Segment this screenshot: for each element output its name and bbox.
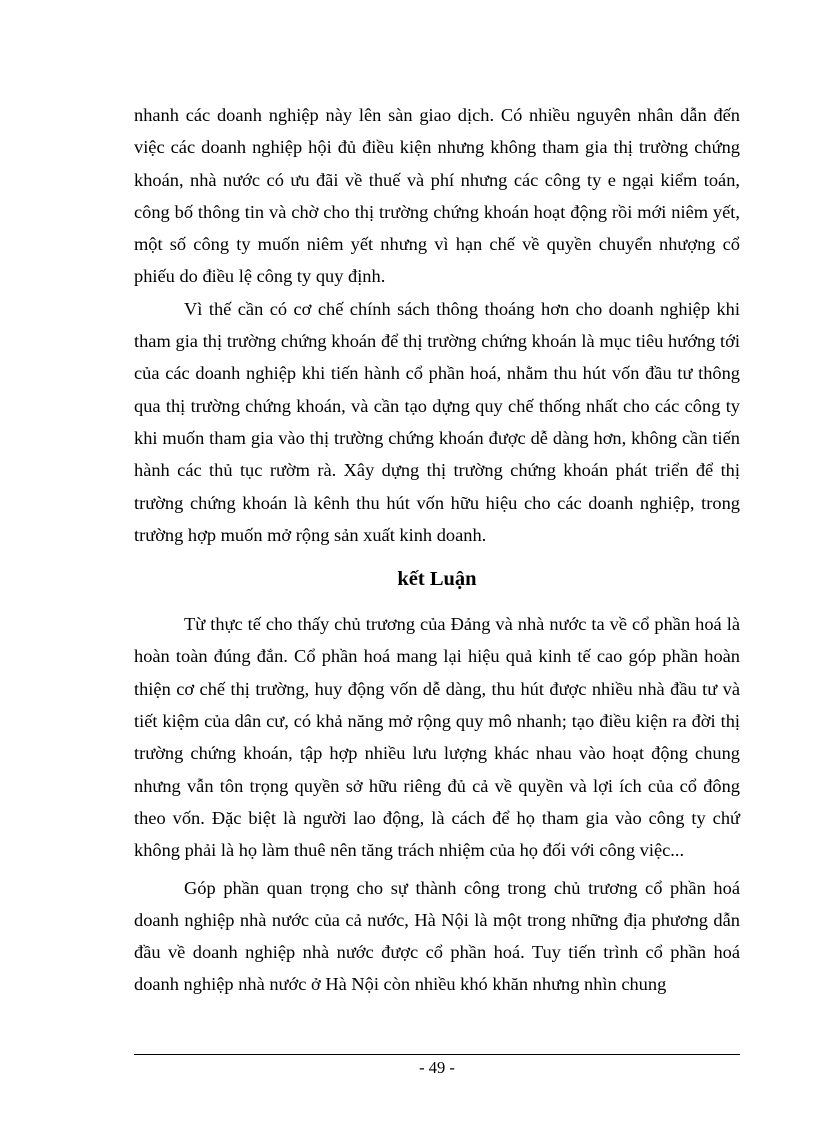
paragraph-conclusion-2: Góp phần quan trọng cho sự thành công trong chủ trương cổ phần hoá doanh nghiệp nhà nước của cả nước, Hà Nội là một trong những địa phương dẫn đầu về doanh nghiệp nhà nước được cổ phần hoá. Tuy tiến trình cổ phần hoá doanh nghiệp nhà nước ở Hà Nội còn nhiều khó khăn nhưng nhìn chung xyxy=(134,877,740,995)
footer-divider xyxy=(134,1054,740,1055)
section-heading-conclusion: kết Luận xyxy=(397,568,477,591)
paragraph-continuation: nhanh các doanh nghiệp này lên sàn giao dịch. Có nhiều nguyên nhân dẫn đến việc các doanh nghiệp hội đủ điều kiện nhưng không tham gia thị trường chứng khoán, nhà nước có ưu đãi về thuế và phí nhưng các công ty e ngại kiểm toán, công bố thông tin và chờ cho thị trường chứng khoán hoạt động rồi mới niêm yết, một số công ty muốn niêm yết nhưng vì hạn chế về quyền chuyển nhượng cổ phiếu do điều lệ công ty quy định. xyxy=(134,105,740,287)
page-body xyxy=(134,99,740,1001)
page-number: - 49 - xyxy=(419,1058,455,1077)
paragraph-policy: Vì thế cần có cơ chế chính sách thông thoáng hơn cho doanh nghiệp khi tham gia thị trường chứng khoán để thị trường chứng khoán là mục tiêu hướng tới của các doanh nghiệp khi tiến hành cổ phần hoá, nhằm thu hút vốn đầu tư thông qua thị trường chứng khoán, và cần tạo dựng quy chế thống nhất cho các công ty khi muốn tham gia vào thị trường chứng khoán được dễ dàng hơn, không cần tiến hành các thủ tục rườm rà. Xây dựng thị trường chứng khoán phát triển để thị trường chứng khoán là kênh thu hút vốn hữu hiệu cho các doanh nghiệp, trong trường hợp muốn mở rộng sản xuất kinh doanh. xyxy=(134,298,740,545)
paragraph-conclusion-1: Từ thực tế cho thấy chủ trương của Đảng và nhà nước ta về cổ phần hoá là hoàn toàn đúng đắn. Cổ phần hoá mang lại hiệu quả kinh tế cao góp phần hoàn thiện cơ chế thị trường, huy động vốn dễ dàng, thu hút được nhiều nhà đầu tư và tiết kiệm của dân cư, có khả năng mở rộng quy mô nhanh; tạo điều kiện ra đời thị trường chứng khoán, tập hợp nhiều lưu lượng khác nhau vào hoạt động chung nhưng vẫn tôn trọng quyền sở hữu riêng đủ cả về quyền và lợi ích của cổ đông theo vốn. Đặc biệt là người lao động, là cách để họ tham gia vào công ty chứ không phải là họ làm thuê nên tăng trách nhiệm của họ đối với công việc... xyxy=(134,614,740,861)
